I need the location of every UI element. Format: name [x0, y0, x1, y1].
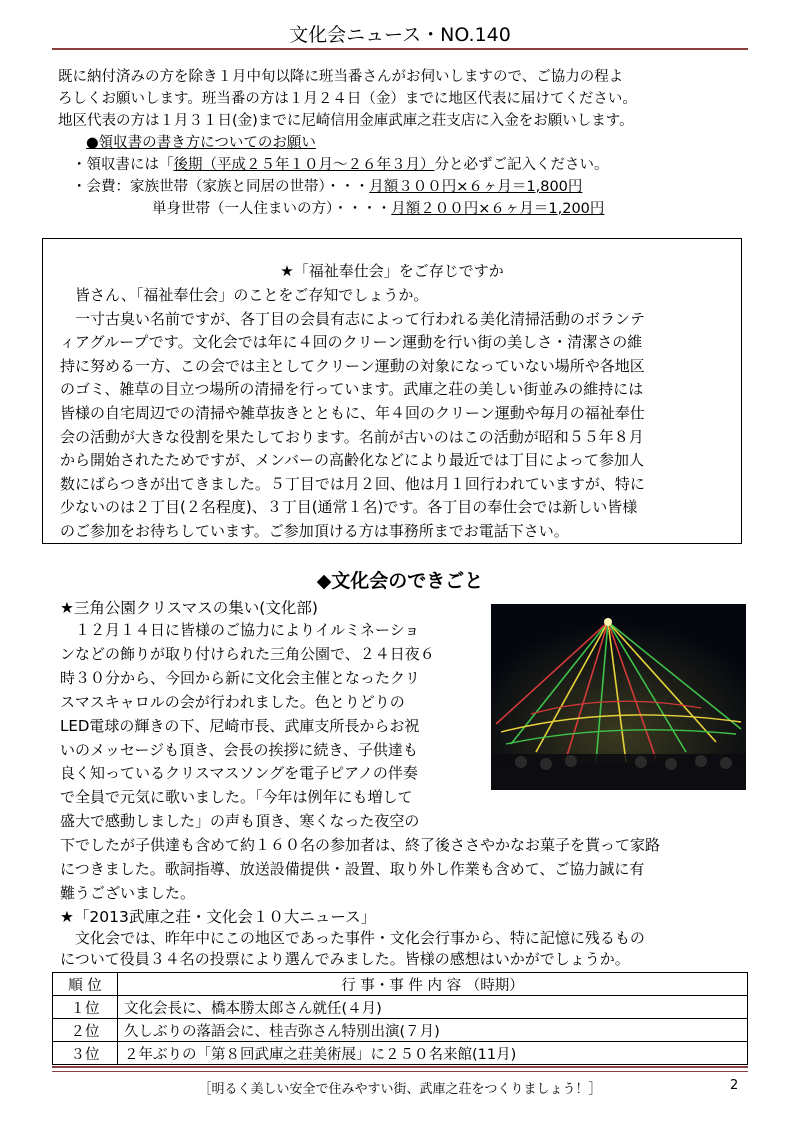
content-cell: 文化会長に、橋本勝太郎さん就任(４月) [118, 996, 748, 1019]
content-cell: ２年ぶりの「第８回武庫之荘美術展」に２５０名来館(11月) [118, 1042, 748, 1065]
fee-family: ・会費：家族世帯（家族と同居の世帯）・・・月額３００円×６ヶ月＝1,800円 [72, 179, 583, 195]
welfare-line: 数にばらつきが出てきました。５丁目では月２回、他は月１回行われていますが、特に [60, 474, 645, 493]
fee-single: 単身世帯（一人住まいの方）・・・・月額２００円×６ヶ月＝1,200円 [152, 201, 605, 217]
christmas-line: 下でしたが子供達も含めて約１６０名の参加者は、終了後ささやかなお菓子を貰って家路 [60, 836, 661, 855]
welfare-line: 持に努める一方、この会では主としてクリーン運動の対象になっていない場所や各地区 [60, 356, 645, 375]
welfare-body [60, 284, 730, 544]
header-rule [52, 48, 748, 50]
events-section-title: ◆文化会のできごと [316, 570, 484, 592]
intro-line: ろしくお願いします。班当番の方は１月２４日（金）までに地区代表に届けてください。 [58, 91, 637, 107]
footer-slogan: ［明るく美しい安全で住みやすい街、武庫之荘をつくりましょう！］ [198, 1082, 602, 1097]
ten-news-line: 文化会では、昨年中にこの地区であった事件・文化会行事から、特に記憶に残るもの [60, 929, 645, 947]
table-header-row [53, 973, 748, 996]
footer-rule [52, 1066, 748, 1068]
welfare-line: から開始されたためですが、メンバーの高齢化などにより最近では丁目によって参加人 [60, 451, 644, 470]
page-title: 文化会ニュース・NO.140 [289, 24, 511, 46]
christmas-line: 良く知っているクリスマスソングを電子ピアノの伴奏 [60, 764, 418, 783]
welfare-title: ★「福祉奉仕会」をご存じですか [280, 262, 504, 280]
welfare-line: ィアグループです。文化会では年に４回のクリーン運動を行い街の美しさ・清潔さの維 [60, 333, 643, 352]
rank-cell: ３位 [53, 1042, 118, 1065]
christmas-line: で全員で元気に歌いました。「今年は例年にも増して [60, 788, 413, 807]
christmas-tree-photo [491, 604, 746, 790]
intro-section [58, 66, 748, 220]
welfare-line: 皆様の自宅周辺での清掃や雑草抜きとともに、年４回のクリーン運動や毎月の福祉奉仕 [60, 403, 645, 422]
christmas-line: LED電球の輝きの下、尼崎市長、武庫支所長からお祝 [60, 716, 420, 735]
ten-news-intro [60, 928, 645, 970]
content-cell: 久しぶりの落語会に、桂吉弥さん特別出演(７月) [118, 1019, 748, 1042]
intro-line: 既に納付済みの方を除き１月中旬以降に班当番さんがお伺いしますので、ご協力の程よ [58, 69, 624, 85]
table-row [53, 1042, 748, 1065]
christmas-line: いのメッセージも頂き、会長の挨拶に続き、子供達も [60, 740, 418, 759]
welfare-line: 皆さん、「福祉奉仕会」のことをご存知でしょうか。 [60, 286, 429, 304]
intro-line: 地区代表の方は１月３１日(金)までに尼崎信用金庫武庫之荘支店に入金をお願いします。 [58, 113, 634, 129]
christmas-line: １２月１４日に皆様のご協力によりイルミネーショ [60, 621, 420, 639]
welfare-line: 一寸古臭い名前ですが、各丁目の会員有志によって行われる美化清掃活動のボランテ [60, 309, 646, 328]
christmas-line: 難うございました。 [60, 883, 196, 902]
table-row [53, 1019, 748, 1042]
ten-news-title: ★「2013武庫之荘・文化会１０大ニュース」 [60, 908, 377, 926]
rank-cell: ２位 [53, 1019, 118, 1042]
welfare-line: 会の活動が大きな役割を果たしております。名前が古いのはこの活動が昭和５５年８月 [60, 427, 644, 446]
footer-rule-thin [52, 1071, 748, 1072]
welfare-line: 少ないのは２丁目(２名程度)、３丁目(通常１名)です。各丁目の奉仕会では新しい皆様 [60, 498, 638, 517]
receipt-heading: ●領収書の書き方についてのお願い [86, 135, 316, 151]
ten-news-line: について役員３４名の投票により選んでみました。皆様の感想はいかがでしょうか。 [60, 950, 630, 968]
welfare-line: のご参加をお待ちしています。ご参加頂ける方は事務所までお電話下さい。 [60, 521, 569, 540]
receipt-instruction: ・領収書には「後期（平成２５年１０月〜２６年３月）分と必ずご記入ください。 [72, 157, 609, 173]
christmas-line: につきました。歌詞指導、放送設備提供・設置、取り外し作業も含めて、ご協力誠に有 [60, 860, 645, 879]
table-row [53, 996, 748, 1019]
christmas-line: ンなどの飾りが取り付けられた三角公園で、２４日夜６ [60, 644, 435, 663]
content-header: 行 事・事 件 内 容 （時期） [118, 973, 748, 996]
rank-cell: １位 [53, 996, 118, 1019]
christmas-line: 盛大で感動しました」の声も頂き、寒くなった夜空の [60, 812, 420, 831]
christmas-tree-illustration [491, 604, 746, 790]
christmas-title: ★三角公園クリスマスの集い(文化部) [60, 599, 318, 617]
welfare-line: のゴミ、雑草の目立つ場所の清掃を行っています。武庫之荘の美しい街並みの維持には [60, 380, 644, 399]
christmas-line: 時３０分から、今回から新に文化会主催となったクリ [60, 668, 421, 687]
ten-news-table [52, 972, 748, 1065]
page-number: 2 [730, 1078, 739, 1093]
rank-header: 順 位 [53, 973, 118, 996]
christmas-line: スマスキャロルの会が行われました。色とりどりの [60, 692, 405, 711]
